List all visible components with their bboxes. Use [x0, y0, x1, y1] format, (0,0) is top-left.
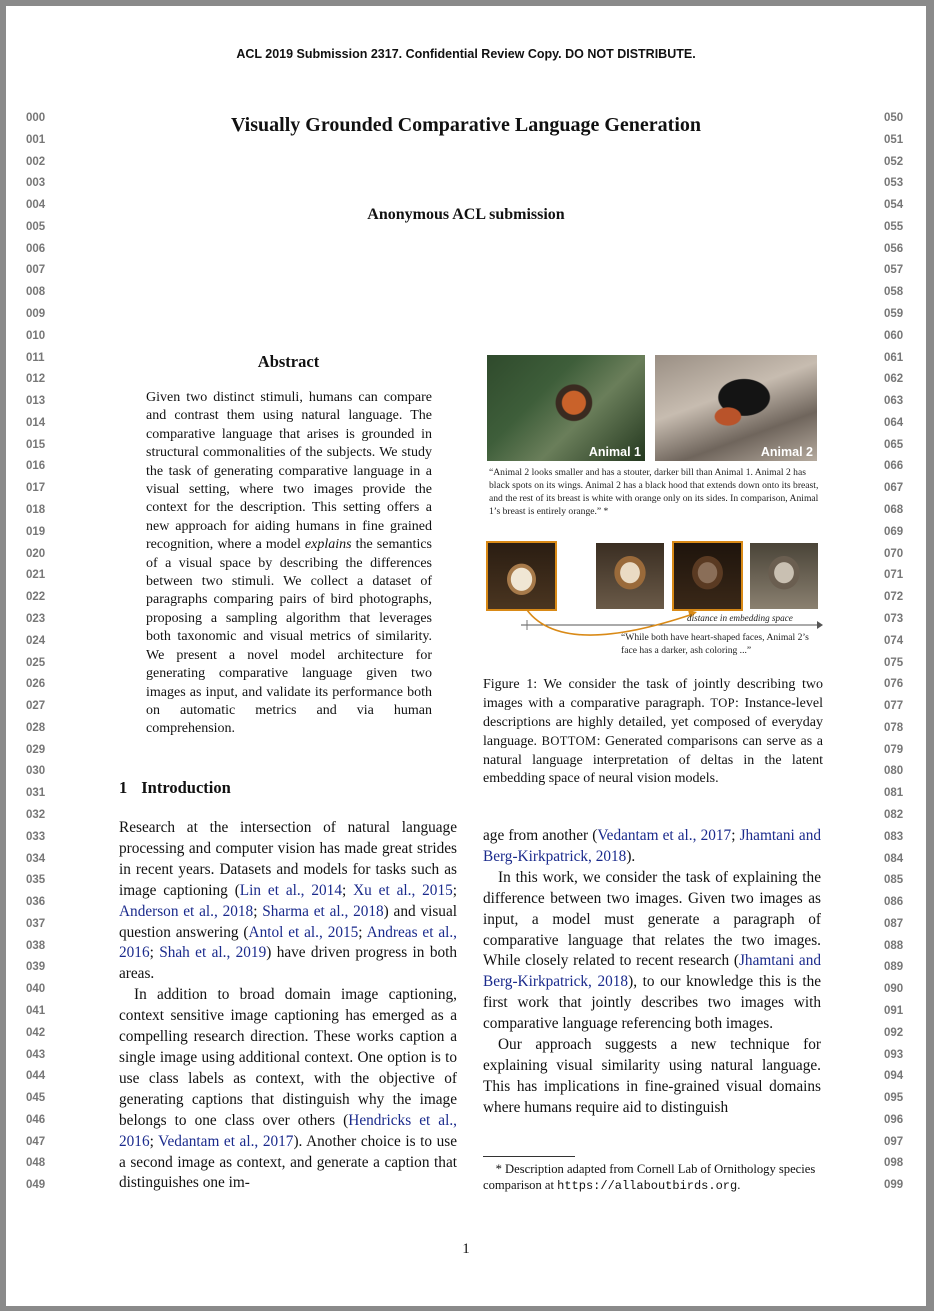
line-number: 057	[884, 264, 904, 277]
line-number: 093	[884, 1048, 904, 1061]
line-number: 029	[26, 743, 46, 756]
line-number: 066	[884, 460, 904, 473]
line-number: 069	[884, 525, 904, 538]
body-text: ).	[626, 847, 636, 865]
line-number: 020	[26, 547, 46, 560]
line-number: 044	[26, 1070, 46, 1083]
citation-link[interactable]: Lin et al., 2014	[239, 881, 342, 899]
paper-title: Visually Grounded Comparative Language Generation	[230, 114, 702, 136]
line-number: 021	[26, 569, 46, 582]
body-text: ;	[149, 1132, 159, 1150]
line-number: 049	[26, 1179, 46, 1192]
line-number: 030	[26, 765, 46, 778]
figure-1	[483, 348, 823, 670]
line-number: 024	[26, 634, 46, 647]
abstract-heading: Abstract	[257, 352, 320, 371]
line-number: 054	[884, 199, 904, 212]
line-number: 065	[884, 438, 904, 451]
line-number: 003	[26, 177, 46, 190]
line-number: 043	[26, 1048, 46, 1061]
page-number: 1	[462, 1241, 470, 1257]
animal-1-label: Animal 1	[588, 445, 641, 459]
line-number: 035	[26, 874, 46, 887]
abstract-part-1: Given two distinct stimuli, humans can compare and contrast them using natural language. The comparative language that arises is grounded in structural commonalities of the subjects. We study the task of generating comparative language in a visual setting, where two images provide the context for the description. This setting offers a new approach for aiding humans in fine grained recognition, where a model	[146, 390, 432, 553]
caption-top-keyword: TOP	[710, 696, 735, 711]
line-number: 039	[26, 961, 46, 974]
citation-link[interactable]: Sharma et al., 2018	[262, 902, 384, 920]
intro-paragraph-2	[119, 985, 457, 1194]
line-number: 009	[26, 308, 46, 321]
citation-link[interactable]: Vedantam et al., 2017	[597, 827, 732, 844]
line-number: 047	[26, 1135, 46, 1148]
footnote	[483, 1161, 828, 1194]
bottom-quote: “While both have heart-shaped faces, Animal 2’s face has a darker, ash coloring ...”	[621, 632, 809, 656]
abstract-part-2: the semantics of a visual space by describing the differences between two stimuli. We collect a dataset of paragraphs comparing pairs of bird photographs, proposing a sampling algorithm that leverages both taxonomic and visual metrics of similarity. We present a novel model architecture for generating comparative language given two images as input, and validate its performance both on automatic metrics and via human comprehension.	[146, 537, 432, 737]
caption-bottom-keyword: BOTTOM	[541, 734, 597, 749]
line-number: 087	[884, 917, 904, 930]
body-text: In addition to broad domain image captioning, context sensitive image captioning has emerged as a compelling research direction. These works caption a single image using additional context. One option is to use class labels as context, with the objective of generating captions that distinguish why the image belongs to one class over others (	[119, 986, 457, 1129]
line-number: 084	[884, 852, 904, 865]
line-number: 051	[884, 133, 904, 146]
body-text: ) have driven progress in both areas.	[119, 944, 458, 983]
line-number: 086	[884, 896, 904, 909]
line-number: 038	[26, 939, 46, 952]
body-text: ;	[731, 827, 740, 844]
line-number: 090	[884, 983, 904, 996]
line-number: 074	[884, 634, 904, 647]
line-number: 094	[884, 1070, 904, 1083]
citation-link[interactable]: Antol et al., 2015	[248, 923, 359, 941]
line-number: 070	[884, 547, 904, 560]
line-number: 027	[26, 700, 46, 713]
line-number: 002	[26, 155, 46, 168]
citation-link[interactable]: Jhamtani and Berg-Kirkpatrick, 2018	[483, 952, 822, 991]
line-number: 095	[884, 1092, 904, 1105]
line-number: 076	[884, 678, 904, 691]
caption-part-3: : Generated comparisons can serve as a natural language interpretation of deltas in the latent embedding space of neural vision models.	[483, 734, 824, 787]
line-number: 063	[884, 395, 904, 408]
line-number: 033	[26, 830, 46, 843]
line-number: 026	[26, 678, 46, 691]
line-number: 040	[26, 983, 46, 996]
body-text: age from another (	[483, 827, 598, 844]
line-number: 078	[884, 721, 904, 734]
intro-paragraph-5	[483, 1035, 821, 1119]
abstract-text	[146, 389, 432, 739]
caption-part-1: We consider the task of jointly describing two images with a comparative paragraph.	[483, 677, 823, 712]
figure-1-caption	[483, 676, 823, 788]
paper-page	[6, 6, 926, 1306]
footnote-link[interactable]: https://allaboutbirds.org	[557, 1179, 738, 1193]
line-number: 032	[26, 808, 46, 821]
line-number: 019	[26, 525, 46, 538]
body-text: In this work, we consider the task of explaining the difference between two images. Given two images as input, a model must generate a paragraph of comparative language that relates the two images. While closely related to recent research (	[483, 868, 821, 970]
line-number: 098	[884, 1157, 904, 1170]
line-number: 013	[26, 395, 46, 408]
citation-link[interactable]: Shah et al., 2019	[159, 944, 267, 962]
line-number: 085	[884, 874, 904, 887]
paper-author: Anonymous ACL submission	[367, 206, 565, 223]
line-number: 016	[26, 460, 46, 473]
line-number: 060	[884, 329, 904, 342]
line-number: 073	[884, 612, 904, 625]
intro-paragraph-3	[483, 826, 821, 868]
line-number: 062	[884, 373, 904, 386]
line-number: 017	[26, 482, 46, 495]
body-text: ;	[149, 944, 160, 962]
intro-paragraph-1	[119, 818, 457, 985]
section-heading-introduction	[119, 778, 231, 798]
body-text: Our approach suggests a new technique for explaining visual similarity using natural language. This has implications in fine-grained visual domains where humans require aid to distinguish	[483, 1036, 821, 1116]
axis-label: distance in embedding space	[687, 613, 793, 623]
line-number: 004	[26, 199, 46, 212]
line-number: 048	[26, 1157, 46, 1170]
body-text: ). Another choice is to use a second image as context, and generate a caption that distinguishes one im-	[119, 1132, 457, 1192]
line-number: 097	[884, 1135, 904, 1148]
intro-left-column	[119, 818, 457, 1194]
body-text: ;	[358, 923, 367, 941]
line-number: 042	[26, 1026, 46, 1039]
line-number: 012	[26, 373, 46, 386]
line-number: 080	[884, 765, 904, 778]
line-number: 028	[26, 721, 46, 734]
line-number: 053	[884, 177, 904, 190]
footnote-text: * Description adapted from Cornell Lab of Ornithology species comparison at	[483, 1162, 816, 1192]
line-number: 025	[26, 656, 46, 669]
line-number: 072	[884, 591, 904, 604]
line-number: 023	[26, 612, 46, 625]
abstract-emphasis: explains	[304, 537, 352, 553]
section-title: Introduction	[141, 778, 231, 797]
intro-right-column	[483, 826, 821, 1119]
line-number: 008	[26, 286, 46, 299]
line-number: 007	[26, 264, 46, 277]
line-number: 000	[26, 112, 46, 124]
caption-part-2: : Instance-level descriptions are highly detailed, yet composed of everyday language.	[483, 696, 823, 750]
body-text: Research at the intersection of natural language processing and computer vision has made great strides in recent years. Datasets and models for tasks such as image captioning (	[119, 819, 457, 899]
line-number: 052	[884, 155, 904, 168]
caption-label: Figure 1:	[483, 677, 538, 692]
line-number: 064	[884, 416, 904, 429]
citation-link[interactable]: Andreas et al., 2016	[119, 923, 458, 962]
line-number: 045	[26, 1092, 46, 1105]
line-number: 034	[26, 852, 46, 865]
footnote-rule	[483, 1156, 575, 1157]
citation-link[interactable]: Vedantam et al., 2017	[158, 1132, 294, 1150]
line-number: 096	[884, 1113, 904, 1126]
line-number: 018	[26, 504, 46, 517]
line-number: 059	[884, 308, 904, 321]
body-text: ;	[341, 881, 354, 899]
line-number: 092	[884, 1026, 904, 1039]
line-number: 022	[26, 591, 46, 604]
line-number: 014	[26, 416, 46, 429]
citation-link[interactable]: Xu et al., 2015	[353, 881, 453, 899]
line-number: 031	[26, 787, 46, 800]
review-header: ACL 2019 Submission 2317. Confidential Review Copy. DO NOT DISTRIBUTE.	[236, 47, 696, 61]
line-number: 041	[26, 1004, 46, 1017]
line-number: 010	[26, 329, 46, 342]
body-text: ), to our knowledge this is the first work that jointly describes two images with comparative language referencing both images.	[483, 973, 822, 1033]
animal-2-label: Animal 2	[760, 445, 813, 459]
line-number: 082	[884, 808, 904, 821]
citation-link[interactable]: Anderson et al., 2018	[119, 902, 254, 920]
line-number: 088	[884, 939, 904, 952]
line-number: 001	[26, 133, 46, 146]
line-number: 011	[26, 351, 45, 364]
citation-link[interactable]: Hendricks et al., 2016	[119, 1111, 457, 1150]
line-number: 006	[26, 242, 46, 255]
body-text: ;	[253, 902, 263, 920]
line-number: 099	[884, 1179, 904, 1192]
body-text: ;	[452, 881, 457, 899]
body-text: ) and visual question answering (	[119, 902, 457, 941]
axis-arrowhead	[817, 621, 823, 629]
line-number: 068	[884, 504, 904, 517]
line-number: 005	[26, 220, 46, 233]
line-number: 067	[884, 482, 904, 495]
line-number: 056	[884, 242, 904, 255]
line-number: 075	[884, 656, 904, 669]
line-number: 091	[884, 1004, 904, 1017]
line-number: 037	[26, 917, 46, 930]
line-number: 036	[26, 896, 46, 909]
section-number: 1	[119, 778, 128, 797]
top-quote: “Animal 2 looks smaller and has a stouter, darker bill than Animal 1. Animal 2 has black spots on its wings. Animal 2 has a black hood that extends down onto its breast, and the rest of its breast is white with orange only on its sides. In comparison, Animal 1’s breast is entirely orange.” *	[489, 467, 819, 517]
line-number: 079	[884, 743, 904, 756]
line-number: 046	[26, 1113, 46, 1126]
line-number: 083	[884, 830, 904, 843]
line-number: 089	[884, 961, 904, 974]
line-number: 077	[884, 700, 904, 713]
intro-paragraph-4	[483, 868, 821, 1035]
line-number: 071	[884, 569, 904, 582]
line-number: 058	[884, 286, 904, 299]
citation-link[interactable]: Jhamtani and Berg-Kirkpatrick, 2018	[483, 827, 822, 865]
line-number: 015	[26, 438, 46, 451]
line-number: 050	[884, 112, 904, 124]
line-number: 055	[884, 220, 904, 233]
line-number: 061	[884, 351, 904, 364]
line-number: 081	[884, 787, 904, 800]
footnote-end: .	[737, 1178, 741, 1192]
